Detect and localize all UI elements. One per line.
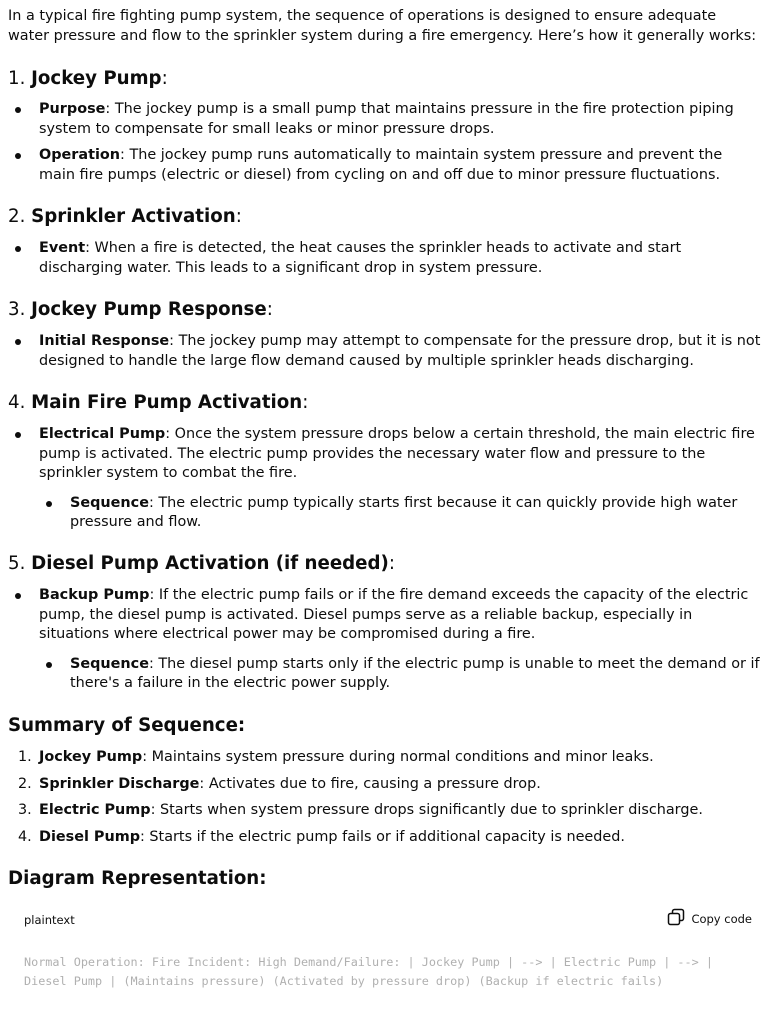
- section-heading-jockey-pump-response: 3. Jockey Pump Response:: [8, 299, 273, 320]
- section-heading-main-fire-pump: 4. Main Fire Pump Activation:: [8, 392, 309, 413]
- section-list-jockey-pump: [0, 100, 768, 192]
- summary-heading: Summary of Sequence:: [8, 715, 246, 736]
- list-item: Backup Pump: If the electric pump fails or if the fire demand exceeds the capacity of the electric pump, the diesel pump is activated. Diesel pumps serve as a reliable backup, especially in situations where electrical power may be compromised during a fire.: [0, 586, 761, 645]
- summary-item: 3. Electric Pump: Starts when system pressure drops significantly due to sprinkler discharge.: [18, 802, 703, 818]
- list-item: Initial Response: The jockey pump may attempt to compensate for the pressure drop, but it is not designed to handle the large flow demand caused by multiple sprinkler heads discharging.: [0, 332, 761, 371]
- list-item: Electrical Pump: Once the system pressure drops below a certain threshold, the main electric fire pump is activated. The electric pump provides the necessary water flow and pressure to the sprinkler system to combat the fire.: [0, 425, 761, 484]
- section-heading-jockey-pump: 1. Jockey Pump:: [8, 68, 168, 89]
- nested-list-item: Sequence: The electric pump typically starts first because it can quickly provide high water pressure and flow.: [0, 494, 762, 533]
- section-heading-sprinkler-activation: 2. Sprinkler Activation:: [8, 206, 242, 227]
- diagram-heading: Diagram Representation:: [8, 868, 267, 889]
- list-item: Event: When a fire is detected, the heat causes the sprinkler heads to activate and start discharging water. This leads to a significant drop in system pressure.: [0, 239, 761, 278]
- summary-item: 4. Diesel Pump: Starts if the electric pump fails or if additional capacity is needed.: [18, 828, 625, 845]
- summary-item: 1. Jockey Pump: Maintains system pressure during normal conditions and minor leaks.: [18, 749, 654, 765]
- summary-list: [0, 748, 768, 854]
- intro-paragraph: In a typical fire fighting pump system, the sequence of operations is designed to ensure adequate water pressure and flow to the sprinkler system during a fire emergency. Here’s how it generally works:: [8, 8, 757, 44]
- copy-icon: [667, 908, 685, 933]
- code-block-header: [8, 905, 760, 935]
- copy-code-button[interactable]: [667, 910, 752, 930]
- list-item: Operation: The jockey pump runs automatically to maintain system pressure and prevent the main fire pumps (electric or diesel) from cycling on and off due to minor pressure fluctuations.: [0, 146, 761, 185]
- section-list-sprinkler-activation: [0, 239, 768, 285]
- section-heading-diesel-pump: 5. Diesel Pump Activation (if needed):: [8, 553, 395, 574]
- nested-list-item: Sequence: The diesel pump starts only if the electric pump is unable to meet the demand or if there's a failure in the electric power supply.: [0, 655, 762, 694]
- summary-item: 2. Sprinkler Discharge: Activates due to fire, causing a pressure drop.: [18, 775, 541, 792]
- list-item: Purpose: The jockey pump is a small pump that maintains pressure in the fire protection piping system to compensate for small leaks or minor pressure drops.: [0, 100, 761, 139]
- copy-code-label: Copy code: [691, 912, 752, 927]
- section-list-jockey-pump-response: [0, 332, 768, 378]
- code-language-label: plaintext: [24, 913, 75, 927]
- section-list-main-fire-pump: [0, 425, 768, 540]
- code-block-content: Normal Operation: Fire Incident: High Demand/Failure: | Jockey Pump | --> | Electric Pump | --> | Diesel Pump | (Maintains pressure) (Activated by pressure drop) (Backup if electric fails): [24, 955, 721, 988]
- section-list-diesel-pump: [0, 586, 768, 701]
